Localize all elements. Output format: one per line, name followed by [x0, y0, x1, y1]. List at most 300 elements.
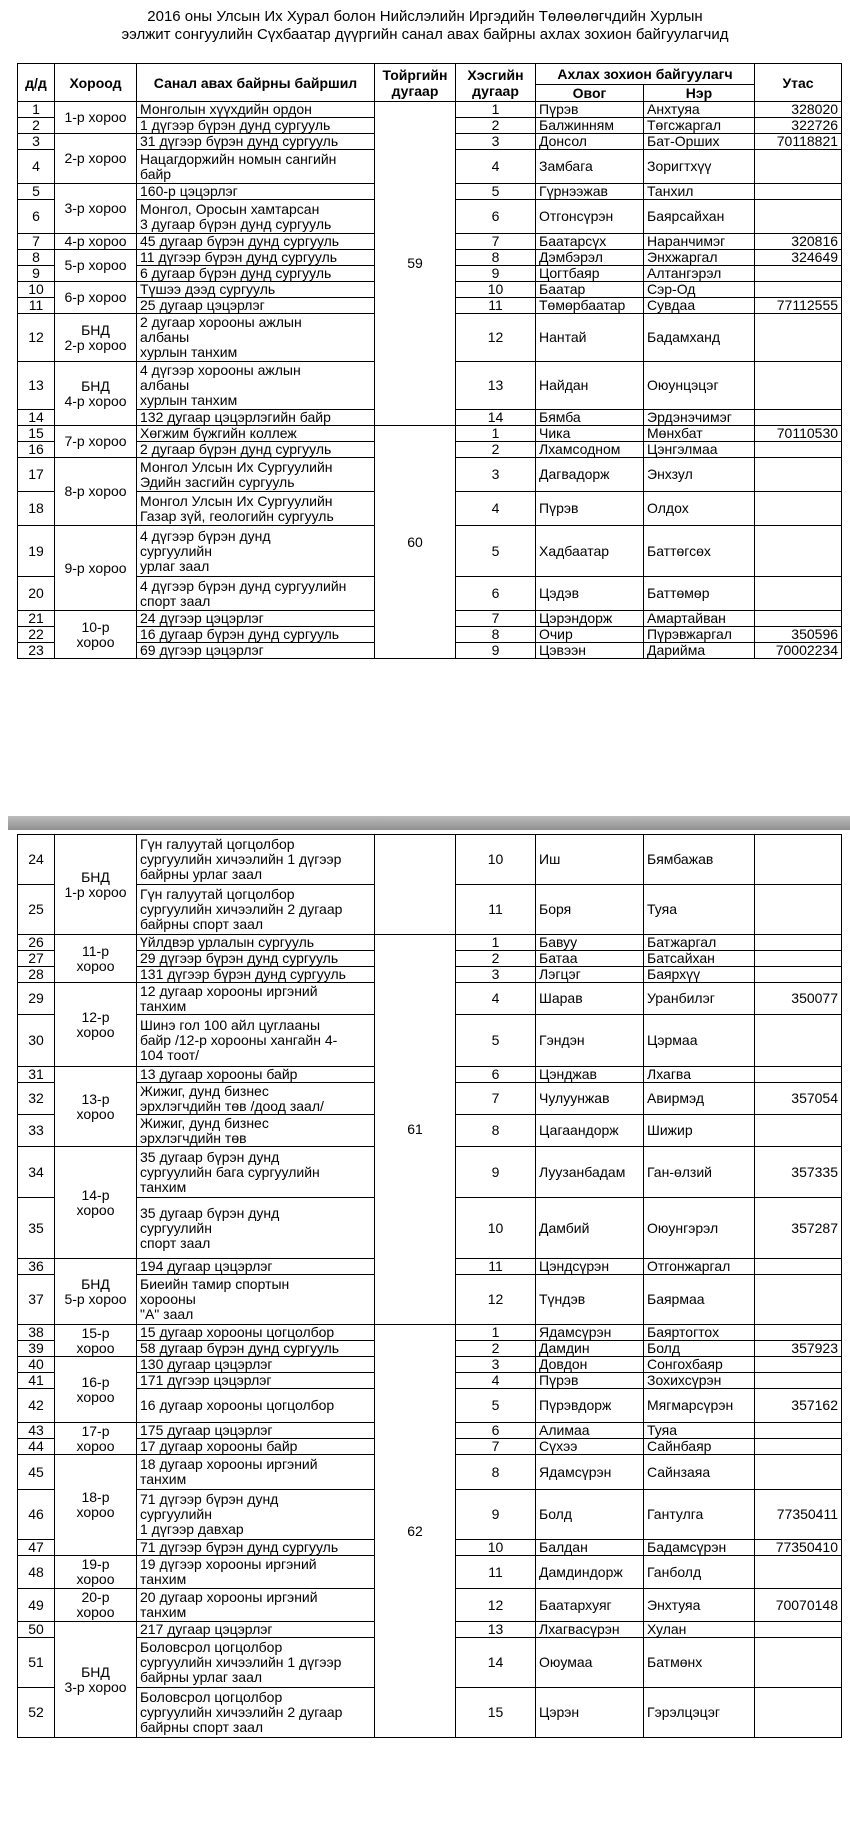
- section-number-cell: 3: [456, 458, 536, 492]
- surname-cell: Ядамсүрэн: [536, 1325, 644, 1341]
- row-number-cell: 32: [18, 1083, 55, 1115]
- name-cell: Сайнзаяа: [644, 1455, 755, 1490]
- surname-cell: Балдан: [536, 1540, 644, 1556]
- phone-cell: [755, 410, 842, 426]
- surname-cell: Төмөрбаатар: [536, 298, 644, 314]
- location-cell: 71 дүгээр бүрэн дунд сургууль: [137, 1540, 375, 1556]
- name-cell: Бат-Орших: [644, 134, 755, 150]
- name-cell: Энхтуяа: [644, 1589, 755, 1622]
- name-cell: Зоригтхүү: [644, 150, 755, 184]
- row-number-cell: 5: [18, 184, 55, 200]
- section-number-cell: 3: [456, 1357, 536, 1373]
- phone-cell: 357923: [755, 1341, 842, 1357]
- phone-cell: [755, 1455, 842, 1490]
- section-number-cell: 2: [456, 442, 536, 458]
- name-cell: Анхтуяа: [644, 102, 755, 118]
- name-cell: Шижир: [644, 1115, 755, 1147]
- location-cell: 17 дугаар хорооны байр: [137, 1439, 375, 1455]
- location-cell: Гүн галуутай цогцолбор сургуулийн хичээлийн 2 дугаар байрны спорт заал: [137, 885, 375, 935]
- row-number-cell: 33: [18, 1115, 55, 1147]
- name-cell: Баярхүү: [644, 967, 755, 983]
- section-number-cell: 8: [456, 1455, 536, 1490]
- name-cell: Уранбилэг: [644, 983, 755, 1015]
- name-cell: Сэр-Од: [644, 282, 755, 298]
- section-number-cell: 4: [456, 1373, 536, 1389]
- row-number-cell: 1: [18, 102, 55, 118]
- location-cell: 18 дугаар хорооны иргэний танхим: [137, 1455, 375, 1490]
- name-cell: Цэрмаа: [644, 1015, 755, 1067]
- header-section: Хэсгийн дугаар: [456, 64, 536, 102]
- phone-cell: 70070148: [755, 1589, 842, 1622]
- name-cell: Сонгохбаяр: [644, 1357, 755, 1373]
- name-cell: Лхагва: [644, 1067, 755, 1083]
- surname-cell: Цагаандорж: [536, 1115, 644, 1147]
- name-cell: Дарийма: [644, 643, 755, 659]
- surname-cell: Бавуу: [536, 935, 644, 951]
- section-number-cell: 10: [456, 1540, 536, 1556]
- row-number-cell: 18: [18, 492, 55, 526]
- section-number-cell: 7: [456, 1439, 536, 1455]
- khoroo-cell: 11-р хороо: [55, 935, 137, 983]
- surname-cell: Очир: [536, 627, 644, 643]
- surname-cell: Найдан: [536, 362, 644, 410]
- phone-cell: [755, 492, 842, 526]
- phone-cell: [755, 1067, 842, 1083]
- phone-cell: 357162: [755, 1389, 842, 1423]
- phone-cell: [755, 1357, 842, 1373]
- table-body-part-2: [18, 835, 842, 1738]
- surname-cell: Батаа: [536, 951, 644, 967]
- phone-cell: [755, 835, 842, 885]
- khoroo-cell: 4-р хороо: [55, 234, 137, 250]
- location-cell: 217 дугаар цэцэрлэг: [137, 1622, 375, 1638]
- district-number-cell: [375, 835, 456, 935]
- name-cell: Алтангэрэл: [644, 266, 755, 282]
- phone-cell: [755, 1556, 842, 1589]
- phone-cell: 77350410: [755, 1540, 842, 1556]
- location-cell: 11 дүгээр бүрэн дунд сургууль: [137, 250, 375, 266]
- row-number-cell: 22: [18, 627, 55, 643]
- section-number-cell: 8: [456, 1115, 536, 1147]
- phone-cell: [755, 282, 842, 298]
- surname-cell: Алимаа: [536, 1423, 644, 1439]
- section-number-cell: 6: [456, 577, 536, 611]
- surname-cell: Пүрэв: [536, 492, 644, 526]
- surname-cell: Довдон: [536, 1357, 644, 1373]
- name-cell: Оюунгэрэл: [644, 1198, 755, 1259]
- phone-cell: [755, 951, 842, 967]
- location-cell: Монгол, Оросын хамтарсан 3 дугаар бүрэн дунд сургууль: [137, 200, 375, 234]
- location-cell: Биеийн тамир спортын хорооны "А" заал: [137, 1275, 375, 1325]
- phone-cell: 320816: [755, 234, 842, 250]
- khoroo-cell: 10-р хороо: [55, 611, 137, 659]
- khoroo-cell: 13-р хороо: [55, 1067, 137, 1147]
- phone-cell: [755, 1622, 842, 1638]
- phone-cell: [755, 611, 842, 627]
- name-cell: Батмөнх: [644, 1638, 755, 1688]
- khoroo-cell: 15-р хороо: [55, 1325, 137, 1357]
- table-row: [18, 102, 842, 118]
- khoroo-cell: 3-р хороо: [55, 184, 137, 234]
- phone-cell: [755, 362, 842, 410]
- name-cell: Баярсайхан: [644, 200, 755, 234]
- row-number-cell: 52: [18, 1688, 55, 1738]
- row-number-cell: 11: [18, 298, 55, 314]
- row-number-cell: 34: [18, 1147, 55, 1198]
- surname-cell: Чулуунжав: [536, 1083, 644, 1115]
- section-number-cell: 12: [456, 314, 536, 362]
- surname-cell: Балжинням: [536, 118, 644, 134]
- phone-cell: [755, 1259, 842, 1275]
- section-number-cell: 6: [456, 1423, 536, 1439]
- surname-cell: Болд: [536, 1490, 644, 1540]
- phone-cell: 322726: [755, 118, 842, 134]
- surname-cell: Пүрэвдорж: [536, 1389, 644, 1423]
- row-number-cell: 13: [18, 362, 55, 410]
- district-number-cell: 59: [375, 102, 456, 426]
- phone-cell: 70002234: [755, 643, 842, 659]
- section-number-cell: 5: [456, 1015, 536, 1067]
- section-number-cell: 2: [456, 951, 536, 967]
- section-number-cell: 4: [456, 492, 536, 526]
- name-cell: Оюунцэцэг: [644, 362, 755, 410]
- section-number-cell: 12: [456, 1589, 536, 1622]
- phone-cell: 70118821: [755, 134, 842, 150]
- location-cell: 71 дүгээр бүрэн дунд сургуулийн 1 дүгээр давхар: [137, 1490, 375, 1540]
- section-number-cell: 13: [456, 1622, 536, 1638]
- header-surname: Овог: [536, 85, 644, 102]
- row-number-cell: 43: [18, 1423, 55, 1439]
- name-cell: Авирмэд: [644, 1083, 755, 1115]
- district-number-cell: 62: [375, 1325, 456, 1738]
- surname-cell: Боря: [536, 885, 644, 935]
- location-cell: 2 дугаар бүрэн дунд сургууль: [137, 442, 375, 458]
- table-body-part-1: [18, 102, 842, 659]
- document-title: [0, 8, 850, 44]
- section-number-cell: 9: [456, 643, 536, 659]
- phone-cell: [755, 1015, 842, 1067]
- table-row: [18, 935, 842, 951]
- phone-cell: 357335: [755, 1147, 842, 1198]
- phone-cell: 77350411: [755, 1490, 842, 1540]
- section-number-cell: 8: [456, 250, 536, 266]
- section-number-cell: 9: [456, 1490, 536, 1540]
- khoroo-cell: 16-р хороо: [55, 1357, 137, 1423]
- phone-cell: [755, 458, 842, 492]
- surname-cell: Дамбий: [536, 1198, 644, 1259]
- name-cell: Отгонжаргал: [644, 1259, 755, 1275]
- row-number-cell: 2: [18, 118, 55, 134]
- row-number-cell: 17: [18, 458, 55, 492]
- row-number-cell: 40: [18, 1357, 55, 1373]
- location-cell: 29 дүгээр бүрэн дунд сургууль: [137, 951, 375, 967]
- table-row: [18, 1325, 842, 1341]
- name-cell: Олдох: [644, 492, 755, 526]
- phone-cell: [755, 577, 842, 611]
- khoroo-cell: 7-р хороо: [55, 426, 137, 458]
- organizers-table-part-1: [17, 63, 842, 659]
- section-number-cell: 1: [456, 935, 536, 951]
- khoroo-cell: БНД 3-р хороо: [55, 1622, 137, 1738]
- location-cell: Жижиг, дунд бизнес эрхлэгчдийн төв /доод заал/: [137, 1083, 375, 1115]
- phone-cell: [755, 1275, 842, 1325]
- surname-cell: Цэвээн: [536, 643, 644, 659]
- phone-cell: 324649: [755, 250, 842, 266]
- section-number-cell: 3: [456, 967, 536, 983]
- surname-cell: Лэгцэг: [536, 967, 644, 983]
- surname-cell: Цэрэндорж: [536, 611, 644, 627]
- row-number-cell: 45: [18, 1455, 55, 1490]
- location-cell: 69 дүгээр цэцэрлэг: [137, 643, 375, 659]
- khoroo-cell: 6-р хороо: [55, 282, 137, 314]
- surname-cell: Цогтбаяр: [536, 266, 644, 282]
- row-number-cell: 15: [18, 426, 55, 442]
- location-cell: 132 дугаар цэцэрлэгийн байр: [137, 410, 375, 426]
- name-cell: Мөнхбат: [644, 426, 755, 442]
- location-cell: 2 дугаар хорооны ажлын албаны хурлын танхим: [137, 314, 375, 362]
- row-number-cell: 37: [18, 1275, 55, 1325]
- row-number-cell: 51: [18, 1638, 55, 1688]
- surname-cell: Цэдэв: [536, 577, 644, 611]
- surname-cell: Лхамсодном: [536, 442, 644, 458]
- location-cell: Боловсрол цогцолбор сургуулийн хичээлийн 1 дүгээр байрны урлаг заал: [137, 1638, 375, 1688]
- name-cell: Баяртогтох: [644, 1325, 755, 1341]
- district-number-cell: 61: [375, 935, 456, 1325]
- khoroo-cell: 20-р хороо: [55, 1589, 137, 1622]
- page-break-divider: [8, 816, 850, 830]
- section-number-cell: 11: [456, 1556, 536, 1589]
- row-number-cell: 38: [18, 1325, 55, 1341]
- surname-cell: Ядамсүрэн: [536, 1455, 644, 1490]
- name-cell: Туяа: [644, 1423, 755, 1439]
- location-cell: 16 дугаар хорооны цогцолбор: [137, 1389, 375, 1423]
- section-number-cell: 4: [456, 983, 536, 1015]
- surname-cell: Шарав: [536, 983, 644, 1015]
- row-number-cell: 10: [18, 282, 55, 298]
- name-cell: Танхил: [644, 184, 755, 200]
- location-cell: Хөгжим бүжгийн коллеж: [137, 426, 375, 442]
- section-number-cell: 11: [456, 885, 536, 935]
- location-cell: 160-р цэцэрлэг: [137, 184, 375, 200]
- location-cell: 35 дугаар бүрэн дунд сургуулийн спорт заал: [137, 1198, 375, 1259]
- name-cell: Зохихсүрэн: [644, 1373, 755, 1389]
- section-number-cell: 9: [456, 1147, 536, 1198]
- surname-cell: Түндэв: [536, 1275, 644, 1325]
- header-district: Тойргийн дугаар: [375, 64, 456, 102]
- location-cell: 24 дүгээр цэцэрлэг: [137, 611, 375, 627]
- row-number-cell: 30: [18, 1015, 55, 1067]
- name-cell: Эрдэнэчимэг: [644, 410, 755, 426]
- phone-cell: [755, 885, 842, 935]
- row-number-cell: 16: [18, 442, 55, 458]
- surname-cell: Пүрэв: [536, 102, 644, 118]
- khoroo-cell: 19-р хороо: [55, 1556, 137, 1589]
- khoroo-cell: 2-р хороо: [55, 134, 137, 184]
- name-cell: Баттөгсөх: [644, 526, 755, 577]
- khoroo-cell: 1-р хороо: [55, 102, 137, 134]
- title-line-1: 2016 оны Улсын Их Хурал болон Нийслэлийн Иргэдийн Төлөөлөгчдийн Хурлын: [147, 8, 703, 25]
- row-number-cell: 39: [18, 1341, 55, 1357]
- section-number-cell: 3: [456, 134, 536, 150]
- phone-cell: 70110530: [755, 426, 842, 442]
- section-number-cell: 1: [456, 102, 536, 118]
- section-number-cell: 11: [456, 1259, 536, 1275]
- name-cell: Ганболд: [644, 1556, 755, 1589]
- location-cell: 16 дугаар бүрэн дунд сургууль: [137, 627, 375, 643]
- name-cell: Бадамсүрэн: [644, 1540, 755, 1556]
- row-number-cell: 9: [18, 266, 55, 282]
- row-number-cell: 47: [18, 1540, 55, 1556]
- name-cell: Сайнбаяр: [644, 1439, 755, 1455]
- surname-cell: Лхагвасүрэн: [536, 1622, 644, 1638]
- khoroo-cell: 18-р хороо: [55, 1455, 137, 1556]
- district-number-cell: 60: [375, 426, 456, 659]
- row-number-cell: 48: [18, 1556, 55, 1589]
- section-number-cell: 13: [456, 362, 536, 410]
- section-number-cell: 10: [456, 1198, 536, 1259]
- section-number-cell: 12: [456, 1275, 536, 1325]
- location-cell: Шинэ гол 100 айл цуглааны байр /12-р хорооны хангайн 4- 104 тоот/: [137, 1015, 375, 1067]
- phone-cell: 357287: [755, 1198, 842, 1259]
- section-number-cell: 9: [456, 266, 536, 282]
- khoroo-cell: БНД 4-р хороо: [55, 362, 137, 426]
- location-cell: 130 дугаар цэцэрлэг: [137, 1357, 375, 1373]
- section-number-cell: 1: [456, 1325, 536, 1341]
- khoroo-cell: БНД 1-р хороо: [55, 835, 137, 935]
- name-cell: Гантулга: [644, 1490, 755, 1540]
- row-number-cell: 36: [18, 1259, 55, 1275]
- name-cell: Баярмаа: [644, 1275, 755, 1325]
- surname-cell: Дамдиндорж: [536, 1556, 644, 1589]
- row-number-cell: 6: [18, 200, 55, 234]
- row-number-cell: 42: [18, 1389, 55, 1423]
- row-number-cell: 19: [18, 526, 55, 577]
- location-cell: 175 дугаар цэцэрлэг: [137, 1423, 375, 1439]
- row-number-cell: 31: [18, 1067, 55, 1083]
- surname-cell: Гэндэн: [536, 1015, 644, 1067]
- location-cell: 6 дугаар бүрэн дунд сургууль: [137, 266, 375, 282]
- surname-cell: Иш: [536, 835, 644, 885]
- khoroo-cell: 14-р хороо: [55, 1147, 137, 1259]
- row-number-cell: 14: [18, 410, 55, 426]
- location-cell: 25 дугаар цэцэрлэг: [137, 298, 375, 314]
- section-number-cell: 7: [456, 234, 536, 250]
- section-number-cell: 11: [456, 298, 536, 314]
- surname-cell: Отгонсүрэн: [536, 200, 644, 234]
- khoroo-cell: 8-р хороо: [55, 458, 137, 526]
- row-number-cell: 23: [18, 643, 55, 659]
- row-number-cell: 27: [18, 951, 55, 967]
- name-cell: Болд: [644, 1341, 755, 1357]
- section-number-cell: 10: [456, 282, 536, 298]
- location-cell: 194 дугаар цэцэрлэг: [137, 1259, 375, 1275]
- khoroo-cell: БНД 2-р хороо: [55, 314, 137, 362]
- phone-cell: [755, 1115, 842, 1147]
- location-cell: 31 дүгээр бүрэн дунд сургууль: [137, 134, 375, 150]
- row-number-cell: 24: [18, 835, 55, 885]
- phone-cell: [755, 1423, 842, 1439]
- location-cell: 13 дугаар хорооны байр: [137, 1067, 375, 1083]
- section-number-cell: 14: [456, 410, 536, 426]
- surname-cell: Хадбаатар: [536, 526, 644, 577]
- surname-cell: Пүрэв: [536, 1373, 644, 1389]
- location-cell: Монголын хүүхдийн ордон: [137, 102, 375, 118]
- phone-cell: [755, 1439, 842, 1455]
- row-number-cell: 49: [18, 1589, 55, 1622]
- section-number-cell: 15: [456, 1688, 536, 1738]
- khoroo-cell: 9-р хороо: [55, 526, 137, 611]
- row-number-cell: 20: [18, 577, 55, 611]
- surname-cell: Оюумаа: [536, 1638, 644, 1688]
- name-cell: Батжаргал: [644, 935, 755, 951]
- name-cell: Энхжаргал: [644, 250, 755, 266]
- surname-cell: Дамдин: [536, 1341, 644, 1357]
- name-cell: Цэнгэлмаа: [644, 442, 755, 458]
- location-cell: 4 дүгээр бүрэн дунд сургуулийн урлаг заал: [137, 526, 375, 577]
- location-cell: 19 дүгээр хорооны иргэний танхим: [137, 1556, 375, 1589]
- khoroo-cell: 5-р хороо: [55, 250, 137, 282]
- section-number-cell: 4: [456, 150, 536, 184]
- organizers-table-part-2: [17, 834, 842, 1738]
- surname-cell: Гүрнээжав: [536, 184, 644, 200]
- header-location: Санал авах байрны байршил: [137, 64, 375, 102]
- name-cell: Ган-өлзий: [644, 1147, 755, 1198]
- name-cell: Амартайван: [644, 611, 755, 627]
- name-cell: Төгсжаргал: [644, 118, 755, 134]
- title-line-2: ээлжит сонгуулийн Сүхбаатар дүүргийн санал авах байрны ахлах зохион байгуулагчид: [121, 26, 729, 43]
- section-number-cell: 2: [456, 118, 536, 134]
- surname-cell: Цэнджав: [536, 1067, 644, 1083]
- location-cell: 4 дүгээр бүрэн дунд сургуулийн спорт заал: [137, 577, 375, 611]
- phone-cell: [755, 266, 842, 282]
- phone-cell: [755, 314, 842, 362]
- location-cell: Боловсрол цогцолбор сургуулийн хичээлийн 2 дугаар байрны спорт заал: [137, 1688, 375, 1738]
- location-cell: 20 дугаар хорооны иргэний танхим: [137, 1589, 375, 1622]
- location-cell: 58 дугаар бүрэн дунд сургууль: [137, 1341, 375, 1357]
- header-phone: Утас: [755, 64, 842, 102]
- phone-cell: 350077: [755, 983, 842, 1015]
- name-cell: Энхзул: [644, 458, 755, 492]
- row-number-cell: 12: [18, 314, 55, 362]
- row-number-cell: 35: [18, 1198, 55, 1259]
- section-number-cell: 5: [456, 526, 536, 577]
- location-cell: 4 дүгээр хорооны ажлын албаны хурлын танхим: [137, 362, 375, 410]
- phone-cell: 357054: [755, 1083, 842, 1115]
- surname-cell: Дэмбэрэл: [536, 250, 644, 266]
- section-number-cell: 2: [456, 1341, 536, 1357]
- name-cell: Пүрэвжаргал: [644, 627, 755, 643]
- phone-cell: [755, 150, 842, 184]
- surname-cell: Цэрэн: [536, 1688, 644, 1738]
- location-cell: Түшээ дээд сургууль: [137, 282, 375, 298]
- location-cell: 131 дүгээр бүрэн дунд сургууль: [137, 967, 375, 983]
- section-number-cell: 5: [456, 1389, 536, 1423]
- phone-cell: [755, 526, 842, 577]
- name-cell: Баттөмөр: [644, 577, 755, 611]
- name-cell: Наранчимэг: [644, 234, 755, 250]
- location-cell: 35 дугаар бүрэн дунд сургуулийн бага сургуулийн танхим: [137, 1147, 375, 1198]
- surname-cell: Баатарсүх: [536, 234, 644, 250]
- row-number-cell: 41: [18, 1373, 55, 1389]
- header-no: д/д: [18, 64, 55, 102]
- phone-cell: 77112555: [755, 298, 842, 314]
- section-number-cell: 10: [456, 835, 536, 885]
- location-cell: 12 дугаар хорооны иргэний танхим: [137, 983, 375, 1015]
- name-cell: Сувдаа: [644, 298, 755, 314]
- name-cell: Батсайхан: [644, 951, 755, 967]
- phone-cell: [755, 1638, 842, 1688]
- surname-cell: Сүхээ: [536, 1439, 644, 1455]
